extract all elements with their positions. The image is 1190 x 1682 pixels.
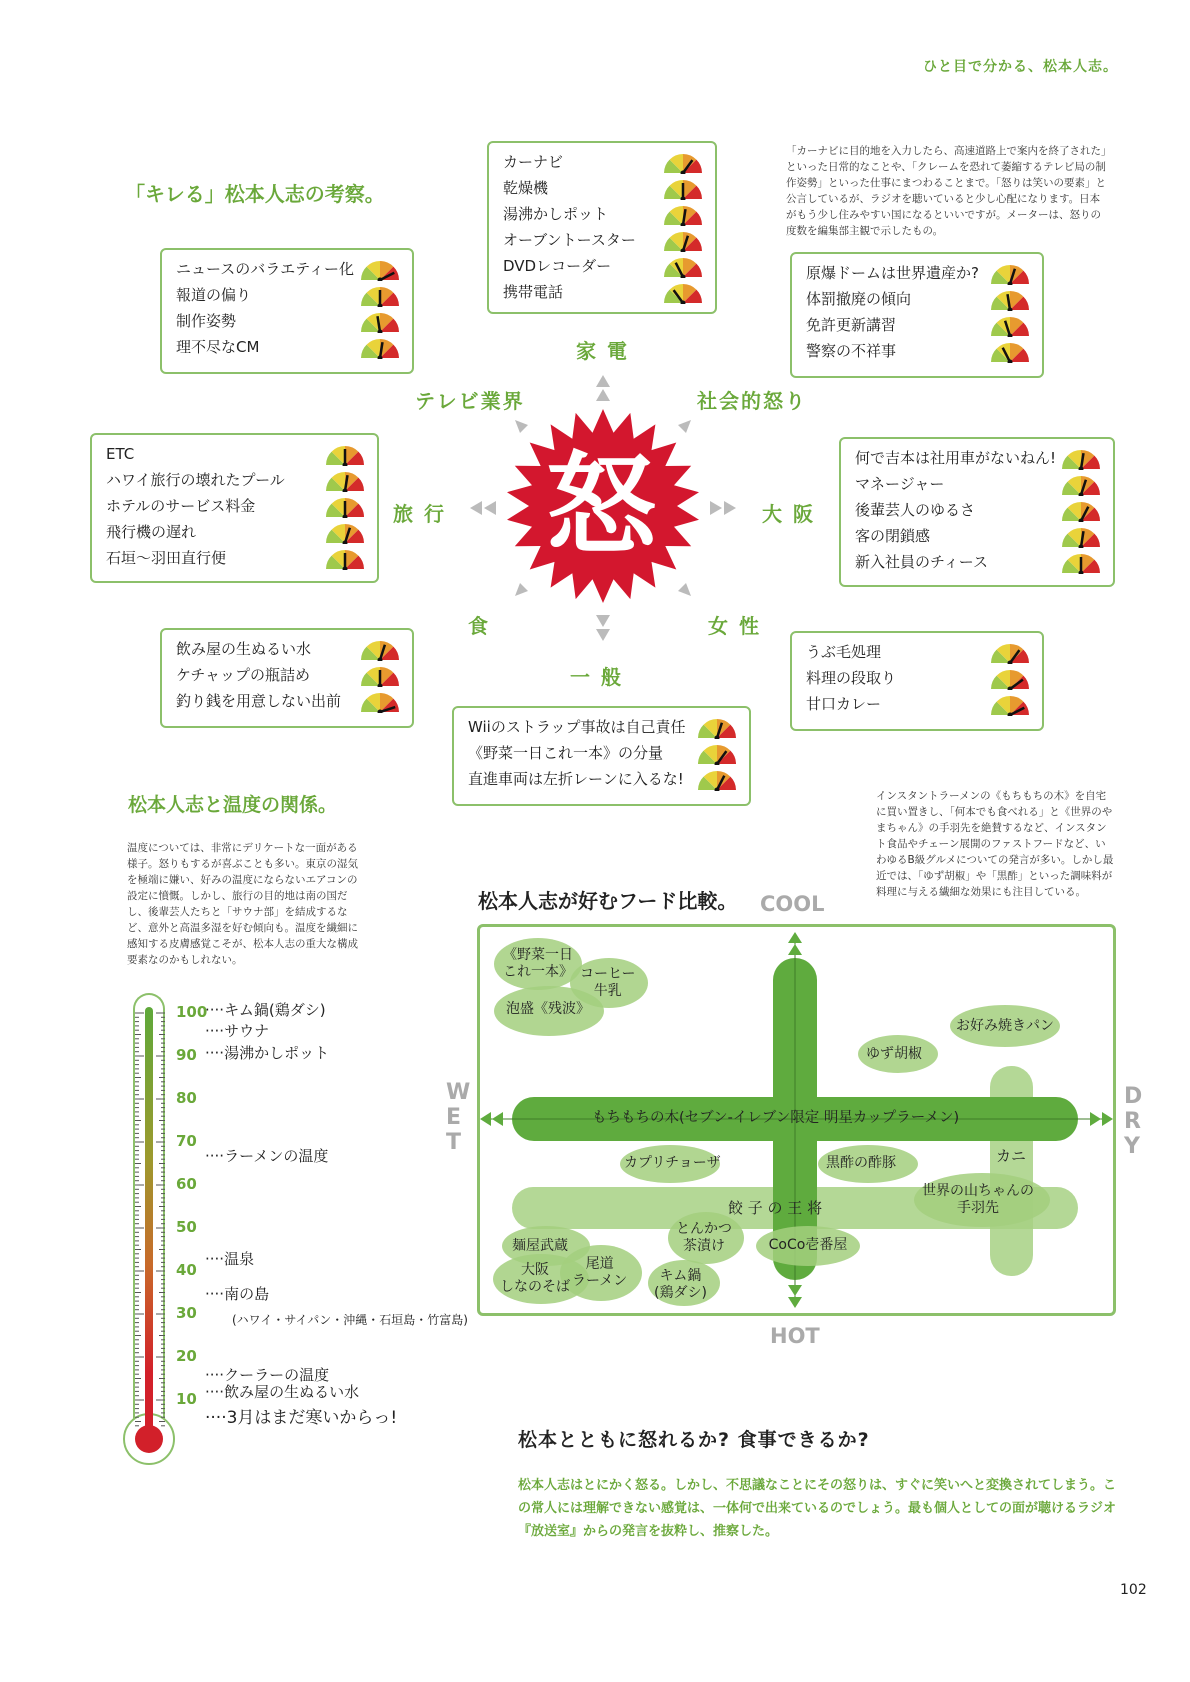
anger-item	[176, 334, 412, 360]
anger-item	[176, 662, 412, 688]
anger-item-label: カーナビ	[503, 153, 564, 171]
anger-item	[106, 545, 377, 571]
anger-item-label: 乾燥機	[503, 179, 549, 197]
thermometer	[123, 993, 175, 1483]
food-osaka: 大阪 しなのそば	[500, 1262, 570, 1295]
ramen-note: インスタントラーメンの《もちもちの木》を自宅に買い置きし、「何本でも食べれる」と《世界のやまちゃん》の手羽先を絶賛するなど、インスタント食品やチェーン展開のファストフードなど、いわゆるB級グルメについての発言が多い。しかし最近では、「ゆず胡椒」や「黒酢」といった調味料が料理に与える繊細な効果にも注目している。	[876, 790, 1114, 898]
temperature-body: 温度については、非常にデリケートな一面がある様子。怒りもするが喜ぶことも多い。東京の湿気を極端に嫌い、好みの温度にならないエアコンの設定に憤慨。しかし、旅行の目的地は南の国だし、後輩芸人たちと「サウナ部」を結成するなど、意外と高温多湿を好む傾向も。温度を繊細に感知する皮膚感覚こそが、松本人志の重大な構成要素なのかもしれない。	[127, 842, 358, 966]
anger-meter-icon	[697, 717, 737, 739]
anger-item-label: うぶ毛処理	[806, 643, 882, 661]
thermometer-tick-label: 60	[176, 1175, 197, 1193]
thermometer-label: ····クーラーの温度	[205, 1366, 330, 1385]
anger-item	[855, 445, 1113, 471]
anger-meter-icon	[990, 289, 1030, 311]
anger-meter-icon	[1061, 448, 1101, 470]
anger-item	[855, 549, 1113, 575]
anger-item-label: 直進車両は左折レーンに入るな!	[468, 770, 684, 788]
anger-title: 「キレる」松本人志の考察。	[125, 182, 385, 206]
thermometer-label: ····3月はまだ寒いからっ!	[205, 1407, 398, 1428]
thermometer-tick-label: 50	[176, 1218, 197, 1236]
category-osaka: 大 阪	[762, 502, 815, 526]
category-kaden: 家 電	[576, 339, 629, 363]
food-kani: カニ	[996, 1147, 1027, 1165]
food-awamori: 泡盛《残波》	[506, 1001, 590, 1017]
anger-meter-icon	[325, 496, 365, 518]
food-coffee: コーヒー 牛乳	[580, 966, 636, 999]
food-tonkatsu: とんかつ 茶漬け	[676, 1221, 732, 1254]
island-sub: (ハワイ・サイパン・沖縄・石垣島・竹富島)	[232, 1313, 468, 1327]
page-number: 102	[1120, 1582, 1147, 1598]
anger-meter-icon	[1061, 474, 1101, 496]
anger-item-label: 体罰撤廃の傾向	[806, 290, 912, 308]
anger-item	[806, 260, 1042, 286]
box-social	[790, 252, 1044, 378]
anger-item	[106, 467, 377, 493]
anger-meter-icon	[990, 668, 1030, 690]
food-yuzu: ゆず胡椒	[866, 1046, 922, 1062]
anger-meter-icon	[990, 341, 1030, 363]
category-travel: 旅 行	[393, 502, 446, 526]
anger-meter-icon	[1061, 552, 1101, 574]
category-social: 社会的怒り	[697, 389, 807, 413]
thermometer-tick-label: 70	[176, 1132, 197, 1150]
anger-item-label: 釣り銭を用意しない出前	[176, 692, 342, 710]
thermometer-tick-label: 30	[176, 1304, 197, 1322]
anger-item-label: 飲み屋の生ぬるい水	[176, 640, 312, 658]
anger-meter-icon	[325, 548, 365, 570]
axis-dry: DRY	[1124, 1084, 1143, 1159]
anger-item-label: 客の閉鎖感	[855, 527, 931, 545]
thermometer-label: ····温泉	[205, 1250, 255, 1269]
box-food	[160, 628, 414, 728]
anger-meter-icon	[663, 282, 703, 304]
thermometer-tick-label: 40	[176, 1261, 197, 1279]
anger-item-label: 理不尽なCM	[176, 338, 260, 356]
anger-item	[855, 523, 1113, 549]
thermometer-tick-label: 20	[176, 1347, 197, 1365]
box-woman	[790, 631, 1044, 731]
anger-kanji: 怒	[546, 441, 656, 570]
thermometer-label: ····サウナ	[205, 1022, 270, 1041]
anger-item-label: オーブントースター	[503, 231, 636, 249]
anger-item	[503, 149, 715, 175]
anger-meter-icon	[697, 769, 737, 791]
anger-item	[503, 175, 715, 201]
thermometer-label: ····湯沸かしポット	[205, 1043, 330, 1062]
anger-item	[176, 688, 412, 714]
anger-meter-icon	[360, 639, 400, 661]
anger-meter-icon	[663, 256, 703, 278]
anger-item-label: マネージャー	[855, 475, 945, 493]
thermometer-tick-label: 10	[176, 1390, 197, 1408]
anger-meter-icon	[360, 691, 400, 713]
anger-item-label: DVDレコーダー	[503, 257, 612, 275]
category-food: 食	[468, 614, 490, 638]
anger-item	[503, 201, 715, 227]
anger-item-label: ETC	[106, 445, 135, 463]
anger-meter-icon	[1061, 500, 1101, 522]
footer-body: 松本人志はとにかく怒る。しかし、不思議なことにその怒りは、すぐに笑いへと変換されてしまう。この常人には理解できない感覚は、一体何で出来ているのでしょう。最も個人としての面が聴けるラジオ『放送室』からの発言を抜粋し、推察した。	[518, 1478, 1117, 1539]
food-kimu: キム鍋 (鶏ダシ)	[654, 1268, 707, 1301]
anger-item-label: Wiiのストラップ事故は自己責任	[468, 718, 686, 736]
food-yamachan: 世界の山ちゃんの 手羽先	[922, 1183, 1034, 1216]
anger-item	[806, 312, 1042, 338]
anger-meter-icon	[697, 743, 737, 765]
anger-meter-icon	[360, 259, 400, 281]
anger-item-label: 新入社員のチィース	[855, 553, 989, 571]
anger-item	[503, 227, 715, 253]
anger-item	[176, 308, 412, 334]
food-kurozu: 黒酢の酢豚	[826, 1155, 896, 1171]
box-osaka	[839, 437, 1115, 587]
category-woman: 女 性	[708, 614, 761, 638]
anger-item	[468, 740, 749, 766]
anger-meter-icon	[663, 204, 703, 226]
anger-item	[106, 441, 377, 467]
thermometer-tick-label: 100	[176, 1003, 208, 1021]
anger-meter-icon	[990, 694, 1030, 716]
axis-hot: HOT	[770, 1324, 820, 1348]
foodmap-title: 松本人志が好むフード比較。	[478, 889, 738, 913]
temperature-title: 松本人志と温度の関係。	[128, 794, 338, 816]
anger-item	[855, 471, 1113, 497]
food-menya: 麺屋武蔵	[512, 1238, 568, 1254]
anger-meter-icon	[360, 337, 400, 359]
box-kaden	[487, 141, 717, 314]
anger-item	[806, 338, 1042, 364]
direction-arrows	[470, 375, 736, 641]
anger-meter-icon	[360, 665, 400, 687]
thermometer-label: ····南の島	[205, 1284, 270, 1303]
anger-item-label: ケチャップの瓶詰め	[176, 666, 310, 684]
anger-item-label: ハワイ旅行の壊れたプール	[106, 471, 285, 489]
food-yasai: 《野菜一日 これ一本》	[503, 947, 573, 980]
anger-item	[468, 766, 749, 792]
anger-item	[806, 691, 1042, 717]
food-okonomi: お好み焼きパン	[956, 1018, 1054, 1034]
food-caprese: カプリチョーザ	[624, 1155, 721, 1171]
thermometer-tick-label: 80	[176, 1089, 197, 1107]
anger-item-label: 免許更新講習	[806, 316, 897, 334]
anger-item-label: 湯沸かしポット	[503, 205, 609, 223]
food-main-h: もちもちの木(セブン-イレブン限定 明星カップラーメン)	[592, 1110, 960, 1126]
anger-meter-icon	[663, 230, 703, 252]
anger-item-label: 後輩芸人のゆるさ	[855, 501, 976, 519]
anger-item	[176, 636, 412, 662]
thermometer-label: ····キム鍋(鶏ダシ)	[205, 1000, 326, 1019]
anger-item-label: 甘口カレー	[806, 695, 882, 713]
anger-item	[503, 279, 715, 305]
thermometer-tick-label: 90	[176, 1046, 197, 1064]
anger-meter-icon	[663, 178, 703, 200]
box-tv	[160, 248, 414, 374]
anger-meter-icon	[1061, 526, 1101, 548]
anger-item	[468, 714, 749, 740]
anger-item	[806, 286, 1042, 312]
box-general	[452, 706, 751, 806]
thermometer-label: ····飲み屋の生ぬるい水	[205, 1383, 360, 1402]
anger-meter-icon	[990, 315, 1030, 337]
axis-cool: COOL	[760, 892, 825, 916]
anger-item	[106, 519, 377, 545]
anger-item-label: 原爆ドームは世界遺産か?	[806, 264, 979, 282]
anger-item	[855, 497, 1113, 523]
anger-meter-icon	[990, 263, 1030, 285]
category-tv: テレビ業界	[415, 389, 525, 413]
anger-item-label: 報道の偏り	[176, 286, 252, 304]
anger-item	[503, 253, 715, 279]
box-travel	[90, 433, 379, 583]
anger-item	[176, 282, 412, 308]
anger-item-label: 携帯電話	[503, 283, 564, 301]
anger-item-label: 何で吉本は社用車がないねん!	[855, 449, 1057, 467]
anger-item	[106, 493, 377, 519]
food-onomichi: 尾道 ラーメン	[572, 1256, 628, 1289]
category-general: 一 般	[570, 665, 623, 689]
food-coco: CoCo壱番屋	[768, 1237, 848, 1253]
anger-item-label: 料理の段取り	[806, 669, 897, 687]
anger-meter-icon	[325, 444, 365, 466]
anger-item	[176, 256, 412, 282]
food-gyoza: 餃 子 の 王 将	[728, 1199, 823, 1217]
anger-item-label: 飛行機の遅れ	[106, 523, 197, 541]
axis-wet: WET	[446, 1080, 471, 1155]
anger-item-label: 《野菜一日これ一本》の分量	[468, 744, 664, 762]
anger-note: 「カーナビに目的地を入力したら、高速道路上で案内を終了された」といった日常的なことや、「クレームを恐れて萎縮するテレビ局の制作姿勢」といった仕事にまつわることまで。「怒りは笑いの要素」と公言しているが、ラジオを聴いていると少し心配になります。日本がもう少し住みやすい国になるといいですが。メーターは、怒りの度数を編集部主観で示したもの。	[786, 145, 1107, 237]
anger-item-label: 制作姿勢	[176, 312, 237, 330]
anger-meter-icon	[360, 311, 400, 333]
anger-meter-icon	[360, 285, 400, 307]
anger-item-label: 石垣〜羽田直行便	[106, 549, 227, 567]
anger-item	[806, 665, 1042, 691]
anger-meter-icon	[663, 152, 703, 174]
anger-meter-icon	[325, 522, 365, 544]
thermometer-label: ····ラーメンの温度	[205, 1146, 329, 1165]
anger-meter-icon	[325, 470, 365, 492]
anger-item-label: ニュースのバラエティー化	[176, 260, 355, 278]
anger-item	[806, 639, 1042, 665]
footer-title: 松本とともに怒れるか? 食事できるか?	[518, 1429, 870, 1451]
anger-item-label: 警察の不祥事	[806, 342, 897, 360]
anger-item-label: ホテルのサービス料金	[106, 497, 256, 515]
anger-meter-icon	[990, 642, 1030, 664]
tagline: ひと目で分かる、松本人志。	[923, 59, 1118, 75]
